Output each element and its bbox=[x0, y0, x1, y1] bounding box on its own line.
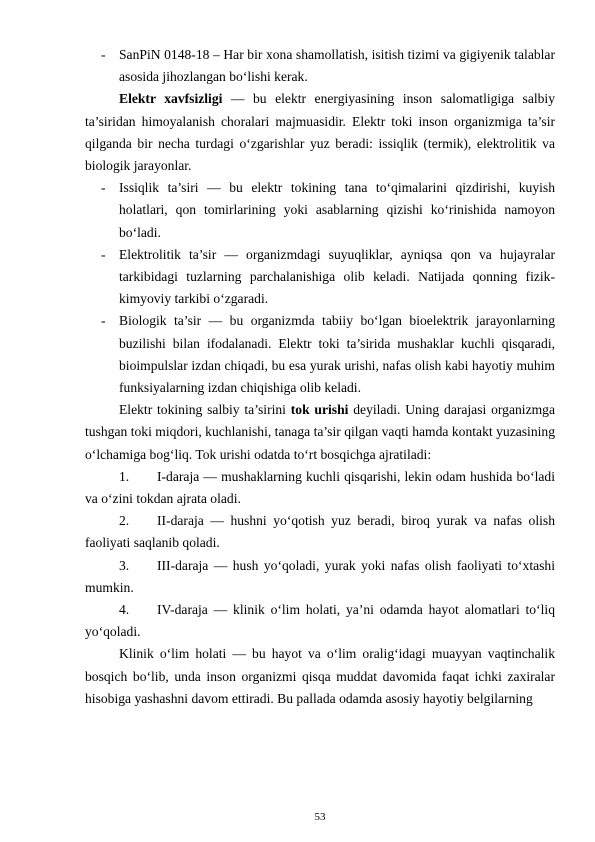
numbered-item-2 bbox=[85, 510, 555, 554]
term-elektr-xavfsizligi: Elektr xavfsizligi bbox=[119, 91, 223, 107]
paragraph-elektr-xavfsizligi bbox=[85, 88, 555, 177]
item-text: III-daraja — hush yo‘qoladi, yurak yoki nafas olish faoliyati to‘xtashi mumkin. bbox=[85, 557, 555, 595]
bullet-sanpin: - SanPiN 0148-18 – Har bir xona shamollatish, isitish tizimi va gigiyenik talablar asosida jihozlangan bo‘lishi kerak. bbox=[85, 44, 555, 88]
item-number: 4. bbox=[119, 602, 130, 618]
page-number: 53 bbox=[314, 811, 326, 823]
paragraph-text: Elektr tokining salbiy ta’sirini bbox=[119, 402, 291, 418]
term-tok-urishi: tok urishi bbox=[290, 402, 349, 418]
item-text: I-daraja — mushaklarning kuchli qisqarishi, lekin odam hushida bo‘ladi va o‘zini tokdan ajrata oladi. bbox=[85, 468, 555, 507]
numbered-item-1 bbox=[85, 466, 555, 510]
item-text: IV-daraja — klinik o‘lim holati, ya’ni odamda hayot alomatlari to‘liq yo‘qoladi. bbox=[85, 602, 555, 640]
paragraph-text: — bu elektr energiyasining inson salomatligiga salbiy ta’siridan himoyalanish choralari majmuasidir. Elektr toki inson organizmiga ta’sir qilganda bir necha turdagi o‘zgarishlar yuz beradi: issiqlik (termik), elektrolitik va biologik jarayonlar. bbox=[85, 91, 556, 174]
paragraph-tok-urishi bbox=[85, 399, 555, 466]
bullet-issiqlik: - Issiqlik ta’siri — bu elektr tokining tana to‘qimalarini qizdirishi, kuyish holatlari, qon tomirlarining yoki asablarning qizishi ko‘rinishida namoyon bo‘ladi. bbox=[85, 177, 555, 244]
numbered-item-3 bbox=[85, 555, 555, 599]
item-number: 3. bbox=[119, 557, 130, 573]
item-text: II-daraja — hushni yo‘qotish yuz beradi, biroq yurak va nafas olish faoliyati saqlanib qoladi. bbox=[85, 513, 555, 551]
item-number: 1. bbox=[119, 468, 130, 484]
item-number: 2. bbox=[119, 513, 130, 529]
paragraph-text: deyiladi. Uning darajasi organizmga tushgan toki miqdori, kuchlanishi, tanaga ta’sir qilgan vaqti hamda kontakt yuzasining o‘lchamiga bog‘liq. Tok urishi odatda to‘rt bosqichga ajratiladi: bbox=[85, 402, 556, 462]
paragraph-klinik-olim: Klinik o‘lim holati — bu hayot va o‘lim oralig‘idagi muayyan vaqtinchalik bosqich bo‘lib, unda inson organizmi qisqa muddat davomida faqat ichki zaxiralar hisobiga yashashni davom ettiradi. Bu pallada odamda asosiy hayotiy belgilarning bbox=[85, 646, 555, 706]
numbered-item-4 bbox=[85, 599, 555, 643]
page-body bbox=[85, 44, 555, 710]
bullet-biologik: - Biologik ta’sir — bu organizmda tabiiy bo‘lgan bioelektrik jarayonlarning buzilishi bilan ifodalanadi. Elektr toki ta’sirida mushaklar kuchli qisqaradi, bioimpulslar izdan chiqadi, bu esa yurak urishi, nafas olish kabi hayotiy muhim funksiyalarning izdan chiqishiga olib keladi. bbox=[85, 310, 555, 399]
bullet-elektrolitik: - Elektrolitik ta’sir — organizmdagi suyuqliklar, ayniqsa qon va hujayralar tarkibidagi tuzlarning parchalanishiga olib keladi. Natijada qonning fizik-kimyoviy tarkibi o‘zgaradi. bbox=[85, 244, 555, 311]
